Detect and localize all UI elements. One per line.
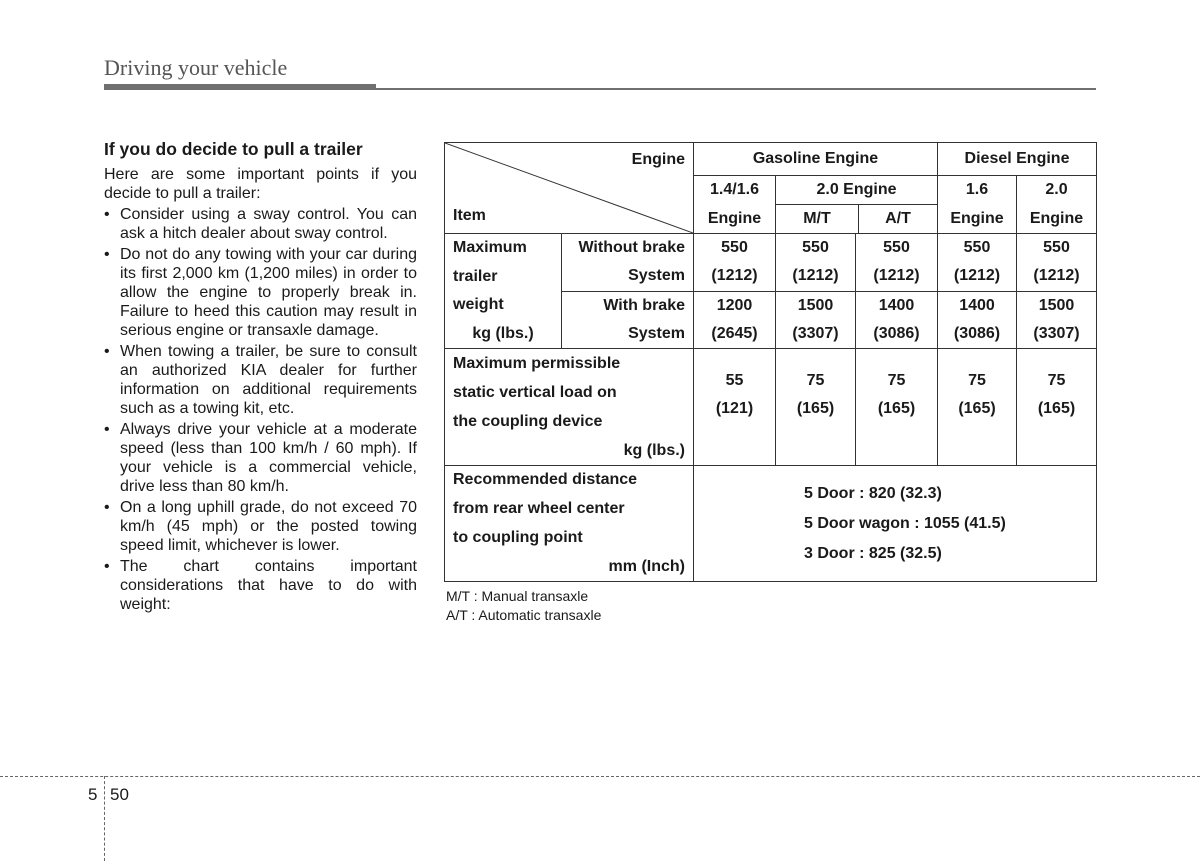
- distance-values: 5 Door : 820 (32.3) 5 Door wagon : 1055 (41.5) 3 Door : 825 (32.5): [694, 466, 1097, 582]
- corner-item-label: Item: [453, 207, 486, 224]
- section-heading: If you do decide to pull a trailer: [104, 139, 363, 159]
- footnotes: [446, 587, 601, 625]
- without-brake-label: Without brake System: [562, 234, 694, 292]
- page-number: 50: [110, 785, 129, 804]
- footnote-at: A/T : Automatic transaxle: [446, 607, 602, 623]
- list-item: • Do not do any towing with your car during its first 2,000 km (1,200 miles) in order to allow the engine to properly break in. Failure to heed this caution may result in serious engine or transaxle damage.: [104, 246, 417, 339]
- list-item: • The chart contains important considerations that have to do with weight:: [104, 558, 417, 613]
- table-cell: 75 (165): [1017, 349, 1097, 466]
- table-cell: 1400 (3086): [856, 291, 938, 349]
- list-item: • Always drive your vehicle at a moderate speed (less than 100 km/h / 60 mph). If your vehicle is a commercial vehicle, drive less than 80 km/h.: [104, 421, 417, 495]
- bullet-icon: •: [104, 558, 110, 575]
- col-diesel-20: 2.0 Engine: [1017, 176, 1097, 234]
- table-cell: 550 (1212): [776, 234, 856, 292]
- table-cell: 75 (165): [938, 349, 1017, 466]
- table-cell: 1200 (2645): [694, 291, 776, 349]
- table-cell: 55 (121): [694, 349, 776, 466]
- left-column: [104, 140, 417, 616]
- col-mt-label: M/T: [776, 205, 859, 233]
- gasoline-engine-header: Gasoline Engine: [694, 143, 938, 176]
- bullet-icon: •: [104, 499, 110, 516]
- trailer-spec-table: [444, 142, 1097, 582]
- table-cell: 550 (1212): [694, 234, 776, 292]
- col-diesel-16: 1.6 Engine: [938, 176, 1017, 234]
- bullet-list: [104, 205, 417, 614]
- bullet-icon: •: [104, 206, 110, 223]
- header-rule-thin: [376, 88, 1096, 90]
- list-item: • When towing a trailer, be sure to consult an authorized KIA dealer for further information on additional requirements such as a towing kit, etc.: [104, 343, 417, 417]
- table-cell: 550 (1212): [938, 234, 1017, 292]
- table-cell: 1500 (3307): [1017, 291, 1097, 349]
- diesel-engine-header: Diesel Engine: [938, 143, 1097, 176]
- header-rule-thick: [104, 84, 376, 90]
- max-trailer-weight-label: Maximum trailer weight kg (lbs.): [445, 234, 562, 349]
- footer-dashed-rule: [0, 776, 1200, 777]
- table-cell: 1500 (3307): [776, 291, 856, 349]
- col-20-engine: 2.0 Engine M/T A/T: [776, 176, 938, 234]
- bullet-icon: •: [104, 421, 110, 438]
- table-cell: 75 (165): [776, 349, 856, 466]
- list-item: • On a long uphill grade, do not exceed 70 km/h (45 mph) or the posted towing speed limit, whichever is lower.: [104, 499, 417, 554]
- list-item: • Consider using a sway control. You can ask a hitch dealer about sway control.: [104, 206, 417, 242]
- table-cell: 550 (1212): [856, 234, 938, 292]
- col-at-label: A/T: [885, 210, 911, 227]
- bullet-icon: •: [104, 343, 110, 360]
- footer-dashed-divider: [104, 776, 105, 861]
- table-cell: 550 (1212): [1017, 234, 1097, 292]
- footnote-mt: M/T : Manual transaxle: [446, 588, 589, 604]
- col-14-engine: 1.4/1.6 Engine: [694, 176, 776, 234]
- page-header-title: Driving your vehicle: [104, 55, 288, 80]
- intro-paragraph: Here are some important points if you decide to pull a trailer:: [104, 166, 417, 202]
- corner-engine-label: Engine: [631, 151, 685, 168]
- distance-label: Recommended distance from rear wheel center to coupling point mm (Inch): [445, 466, 694, 582]
- bullet-icon: •: [104, 246, 110, 263]
- chapter-number: 5: [88, 785, 98, 804]
- static-load-label: Maximum permissible static vertical load on the coupling device kg (lbs.): [445, 349, 694, 466]
- with-brake-label: With brake System: [562, 291, 694, 349]
- table-cell: 75 (165): [856, 349, 938, 466]
- table-cell: 1400 (3086): [938, 291, 1017, 349]
- corner-header-cell: [445, 143, 694, 234]
